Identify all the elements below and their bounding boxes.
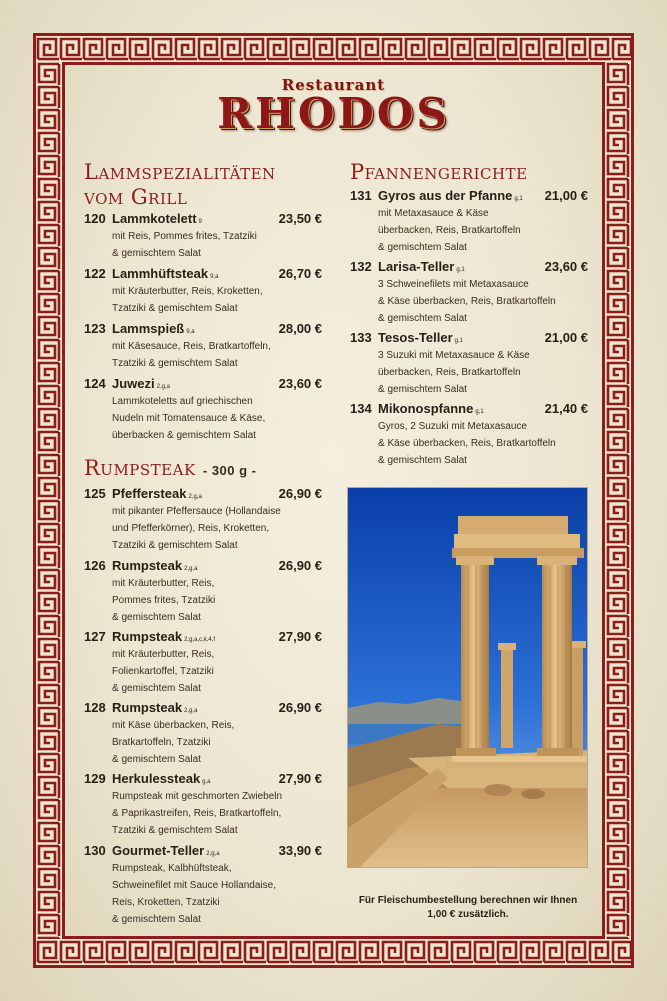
menu-item	[350, 258, 588, 327]
item-price: 33,90 €	[278, 843, 322, 858]
item-description: mit Reis, Pommes frites, Tzatziki & gemischtem Salat	[112, 231, 257, 259]
item-price: 21,00 €	[544, 330, 588, 345]
item-description: mit Käsesauce, Reis, Bratkartoffeln, Tzatziki & gemischtem Salat	[112, 341, 271, 369]
item-name: Rumpsteak	[112, 700, 183, 715]
meander-top	[36, 36, 631, 62]
item-allergens: 2,g,a	[188, 494, 202, 500]
item-price: 21,40 €	[544, 401, 588, 416]
item-name: Gyros aus der Pfanne	[378, 188, 513, 203]
item-name: Larisa-Teller	[378, 259, 455, 274]
menu-item	[84, 485, 322, 554]
menu-item	[84, 699, 322, 768]
menu-item	[84, 842, 322, 928]
surcharge-note-line2: 1,00 € zusätzlich.	[427, 909, 509, 920]
item-number: 124	[84, 376, 106, 391]
item-price: 28,00 €	[278, 321, 322, 336]
item-allergens: g,1	[475, 409, 484, 415]
item-number: 127	[84, 629, 106, 644]
item-price: 26,90 €	[278, 486, 322, 501]
item-name: Mikonospfanne	[378, 401, 474, 416]
item-allergens: 9	[198, 219, 202, 225]
item-description: mit Kräuterbutter, Reis, Pommes frites, Tzatziki & gemischtem Salat	[112, 578, 216, 623]
item-name: Lammhüftsteak	[112, 266, 209, 281]
item-price: 26,90 €	[278, 558, 322, 573]
item-allergens: g,1	[514, 196, 523, 202]
meander-bottom	[36, 939, 631, 965]
menu-item	[350, 329, 588, 398]
logo-restaurant-label: Restaurant	[281, 76, 386, 94]
item-number: 132	[350, 259, 372, 274]
menu-item	[350, 400, 588, 469]
item-number: 134	[350, 401, 372, 416]
item-description: mit pikanter Pfeffersauce (Hollandaise und Pfefferkörner), Reis, Kroketten, Tzatziki & gemischtem Salat	[112, 506, 281, 551]
acropolis-lindos-photo	[347, 487, 588, 868]
restaurant-logo	[0, 76, 667, 136]
section-title-lamm-line1: Lammspezialitäten	[84, 160, 276, 184]
item-allergens: 2,g,a	[184, 566, 198, 572]
menu-item	[84, 770, 322, 839]
logo-rhodos: RHODOS	[217, 89, 450, 138]
menu-item	[350, 187, 588, 256]
item-name: Juwezi	[112, 376, 155, 391]
item-description: 3 Suzuki mit Metaxasauce & Käse überbacken, Reis, Bratkartoffeln & gemischtem Salat	[378, 350, 530, 395]
item-description: Lammkoteletts auf griechischen Nudeln mit Tomatensauce & Käse, überbacken & gemischtem Salat	[112, 396, 266, 441]
item-allergens: g,a	[202, 779, 211, 785]
section-title-rumpsteak-label: Rumpsteak	[84, 456, 196, 480]
section-title-pfanne-label: Pfannengerichte	[350, 160, 528, 184]
item-price: 21,00 €	[544, 188, 588, 203]
menu-item	[84, 320, 322, 372]
surcharge-note-line1: Für Fleischumbestellung berechnen wir Ihnen	[358, 895, 578, 906]
item-allergens: 2,g,a	[184, 708, 198, 714]
section-title-rumpsteak	[84, 456, 257, 483]
surcharge-note	[337, 894, 599, 922]
item-name: Lammkotelett	[112, 211, 197, 226]
item-price: 23,60 €	[544, 259, 588, 274]
item-price: 23,60 €	[278, 376, 322, 391]
item-name: Lammspieß	[112, 321, 185, 336]
item-allergens: 9,a	[186, 329, 195, 335]
menu-item	[84, 265, 322, 317]
section-title-lamm-line2: vom Grill	[84, 185, 188, 209]
item-price: 26,70 €	[278, 266, 322, 281]
menu-item	[84, 210, 322, 262]
item-description: Rumpsteak, Kalbhüftsteak, Schweinefilet mit Sauce Hollandaise, Reis, Kroketten, Tzatziki & gemischtem Salat	[112, 863, 276, 925]
menu-item	[84, 628, 322, 697]
item-name: Herkulessteak	[112, 771, 201, 786]
section-title-pfanne	[350, 160, 528, 185]
item-number: 131	[350, 188, 372, 203]
item-allergens: 9,a	[210, 274, 219, 280]
menu-item	[84, 375, 322, 444]
item-description: mit Kräuterbutter, Reis, Kroketten, Tzatziki & gemischtem Salat	[112, 286, 263, 314]
item-price: 27,90 €	[278, 629, 322, 644]
item-price: 26,90 €	[278, 700, 322, 715]
item-description: 3 Schweinefilets mit Metaxasauce & Käse überbacken, Reis, Bratkartoffeln & gemischtem Salat	[378, 279, 556, 324]
item-allergens: 2,g,a	[206, 851, 220, 857]
meander-right	[605, 62, 631, 939]
item-number: 133	[350, 330, 372, 345]
item-allergens: g,1	[456, 267, 465, 273]
item-number: 125	[84, 486, 106, 501]
item-allergens: g,1	[454, 338, 463, 344]
item-description: mit Kräuterbutter, Reis, Folienkartoffel, Tzatziki & gemischtem Salat	[112, 649, 215, 694]
item-number: 128	[84, 700, 106, 715]
item-number: 130	[84, 843, 106, 858]
item-name: Tesos-Teller	[378, 330, 453, 345]
item-description: mit Käse überbacken, Reis, Bratkartoffeln, Tzatziki & gemischtem Salat	[112, 720, 235, 765]
item-allergens: 2,g,a,c,k,4,f	[184, 637, 216, 643]
item-allergens: 2,g,a	[156, 384, 170, 390]
item-description: Rumpsteak mit geschmorten Zwiebeln & Paprikastreifen, Reis, Bratkartoffeln, Tzatziki & gemischtem Salat	[112, 791, 283, 836]
item-price: 23,50 €	[278, 211, 322, 226]
item-number: 126	[84, 558, 106, 573]
item-number: 129	[84, 771, 106, 786]
item-number: 122	[84, 266, 106, 281]
item-name: Gourmet-Teller	[112, 843, 205, 858]
item-name: Pfeffersteak	[112, 486, 187, 501]
item-name: Rumpsteak	[112, 558, 183, 573]
menu-item	[84, 557, 322, 626]
section-title-lamm	[84, 160, 276, 210]
section-subtitle-weight: - 300 g -	[202, 463, 257, 478]
item-number: 120	[84, 211, 106, 226]
item-price: 27,90 €	[278, 771, 322, 786]
meander-left	[36, 62, 62, 939]
item-description: Gyros, 2 Suzuki mit Metaxasauce & Käse überbacken, Reis, Bratkartoffeln & gemischtem Salat	[378, 421, 556, 466]
item-number: 123	[84, 321, 106, 336]
item-name: Rumpsteak	[112, 629, 183, 644]
item-description: mit Metaxasauce & Käse überbacken, Reis, Bratkartoffeln & gemischtem Salat	[378, 208, 521, 253]
